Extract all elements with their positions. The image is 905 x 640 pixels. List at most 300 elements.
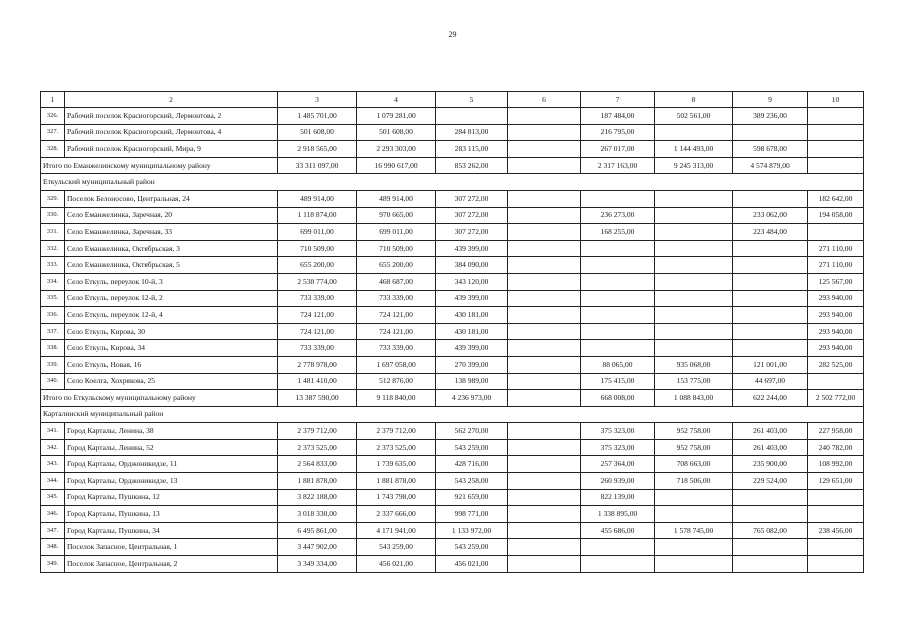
- amount-cell: [808, 506, 864, 523]
- table-row: [41, 190, 864, 207]
- amount-cell: [655, 323, 733, 340]
- row-number: 328.: [41, 141, 65, 158]
- amount-cell: 853 262,00: [436, 157, 508, 174]
- amount-cell: 2 918 565,00: [278, 141, 357, 158]
- amount-cell: [655, 539, 733, 556]
- amount-cell: 44 697,00: [733, 373, 808, 390]
- amount-cell: 1 338 895,00: [581, 506, 655, 523]
- row-number: 327.: [41, 124, 65, 141]
- amount-cell: 724 121,00: [357, 307, 436, 324]
- amount-cell: 236 273,00: [581, 207, 655, 224]
- amount-cell: 1 881 878,00: [357, 473, 436, 490]
- amount-cell: 3 349 334,00: [278, 556, 357, 573]
- address-cell: Село Еманжелинка, Заречная, 33: [65, 224, 278, 241]
- amount-cell: 543 259,00: [436, 439, 508, 456]
- amount-cell: [508, 224, 581, 241]
- amount-cell: [508, 323, 581, 340]
- header-cell: 8: [655, 92, 733, 108]
- amount-cell: 307 272,00: [436, 224, 508, 241]
- table-row: [41, 423, 864, 440]
- address-cell: Город Карталы, Ленина, 38: [65, 423, 278, 440]
- amount-cell: [508, 373, 581, 390]
- amount-cell: [733, 539, 808, 556]
- row-number: 347.: [41, 522, 65, 539]
- amount-cell: 2 564 833,00: [278, 456, 357, 473]
- amount-cell: 1 088 843,00: [655, 390, 733, 407]
- amount-cell: 293 940,00: [808, 307, 864, 324]
- amount-cell: [655, 273, 733, 290]
- amount-cell: [581, 257, 655, 274]
- amount-cell: [508, 473, 581, 490]
- amount-cell: [655, 290, 733, 307]
- header-cell: 10: [808, 92, 864, 108]
- amount-cell: [655, 506, 733, 523]
- row-number: 342.: [41, 439, 65, 456]
- amount-cell: 710 509,00: [278, 240, 357, 257]
- amount-cell: 655 200,00: [357, 257, 436, 274]
- header-cell: 6: [508, 92, 581, 108]
- amount-cell: [508, 273, 581, 290]
- amount-cell: 2 293 303,00: [357, 141, 436, 158]
- amount-cell: 293 940,00: [808, 323, 864, 340]
- amount-cell: [508, 124, 581, 141]
- amount-cell: [808, 124, 864, 141]
- amount-cell: [655, 124, 733, 141]
- amount-cell: 439 399,00: [436, 240, 508, 257]
- amount-cell: 4 171 941,00: [357, 522, 436, 539]
- address-cell: Село Еманжелинка, Октябрьская, 5: [65, 257, 278, 274]
- address-cell: Рабочий поселок Красногорский, Лермонтова, 2: [65, 108, 278, 125]
- amount-cell: [508, 257, 581, 274]
- amount-cell: [808, 108, 864, 125]
- amount-cell: 3 447 902,00: [278, 539, 357, 556]
- amount-cell: [508, 522, 581, 539]
- address-cell: Село Коелга, Хохрякова, 25: [65, 373, 278, 390]
- amount-cell: [508, 207, 581, 224]
- amount-cell: [655, 190, 733, 207]
- row-number: 326.: [41, 108, 65, 125]
- amount-cell: [508, 423, 581, 440]
- amount-cell: 125 567,00: [808, 273, 864, 290]
- amount-cell: [733, 290, 808, 307]
- amount-cell: 501 608,00: [278, 124, 357, 141]
- amount-cell: 1 481 410,00: [278, 373, 357, 390]
- row-number: 333.: [41, 257, 65, 274]
- table-row: [41, 556, 864, 573]
- amount-cell: 710 509,00: [357, 240, 436, 257]
- address-cell: Село Еманжелинка, Заречная, 20: [65, 207, 278, 224]
- amount-cell: 182 642,00: [808, 190, 864, 207]
- row-number: 332.: [41, 240, 65, 257]
- amount-cell: 733 339,00: [278, 290, 357, 307]
- amount-cell: 3 018 330,00: [278, 506, 357, 523]
- amount-cell: [655, 240, 733, 257]
- row-number: 348.: [41, 539, 65, 556]
- total-label: Итого по Еманжелинскому муниципальному району: [41, 157, 278, 174]
- amount-cell: [508, 390, 581, 407]
- amount-cell: 238 456,00: [808, 522, 864, 539]
- amount-cell: 229 524,00: [733, 473, 808, 490]
- row-number: 339.: [41, 356, 65, 373]
- amount-cell: 562 270,00: [436, 423, 508, 440]
- amount-cell: 233 062,00: [733, 207, 808, 224]
- total-row: [41, 390, 864, 407]
- amount-cell: 284 813,00: [436, 124, 508, 141]
- amount-cell: 108 992,00: [808, 456, 864, 473]
- amount-cell: [581, 323, 655, 340]
- row-number: 334.: [41, 273, 65, 290]
- amount-cell: [808, 556, 864, 573]
- amount-cell: 970 665,00: [357, 207, 436, 224]
- table-row: [41, 141, 864, 158]
- address-cell: Село Еткуль, переулок 12-й, 2: [65, 290, 278, 307]
- table-row: [41, 356, 864, 373]
- amount-cell: [655, 257, 733, 274]
- amount-cell: [733, 556, 808, 573]
- amount-cell: 543 259,00: [436, 539, 508, 556]
- amount-cell: 998 771,00: [436, 506, 508, 523]
- amount-cell: [508, 157, 581, 174]
- table-row: [41, 124, 864, 141]
- address-cell: Рабочий поселок Красногорский, Мира, 9: [65, 141, 278, 158]
- amount-cell: 2 538 774,00: [278, 273, 357, 290]
- amount-cell: 2 502 772,00: [808, 390, 864, 407]
- amount-cell: 2 379 712,00: [357, 423, 436, 440]
- amount-cell: [581, 340, 655, 357]
- total-row: [41, 157, 864, 174]
- amount-cell: 307 272,00: [436, 190, 508, 207]
- amount-cell: 501 608,00: [357, 124, 436, 141]
- amount-cell: 733 339,00: [278, 340, 357, 357]
- address-cell: Поселок Запасное, Центральная, 2: [65, 556, 278, 573]
- amount-cell: [581, 556, 655, 573]
- row-number: 344.: [41, 473, 65, 490]
- amount-cell: 543 258,00: [436, 473, 508, 490]
- amount-cell: [581, 190, 655, 207]
- table-row: [41, 290, 864, 307]
- amount-cell: 384 090,00: [436, 257, 508, 274]
- table-row: [41, 207, 864, 224]
- amount-cell: [808, 373, 864, 390]
- amount-cell: 267 017,00: [581, 141, 655, 158]
- amount-cell: [655, 207, 733, 224]
- amount-cell: [581, 307, 655, 324]
- row-number: 343.: [41, 456, 65, 473]
- table-row: [41, 273, 864, 290]
- header-cell: 7: [581, 92, 655, 108]
- amount-cell: 543 259,00: [357, 539, 436, 556]
- amount-cell: 1 578 745,00: [655, 522, 733, 539]
- amount-cell: 257 364,00: [581, 456, 655, 473]
- amount-cell: 952 758,00: [655, 423, 733, 440]
- table-row: [41, 522, 864, 539]
- amount-cell: 261 403,00: [733, 439, 808, 456]
- amount-cell: 375 323,00: [581, 423, 655, 440]
- amount-cell: [508, 290, 581, 307]
- amount-cell: [508, 340, 581, 357]
- amount-cell: 282 525,00: [808, 356, 864, 373]
- amount-cell: 223 484,00: [733, 224, 808, 241]
- amount-cell: 261 403,00: [733, 423, 808, 440]
- amount-cell: 598 678,00: [733, 141, 808, 158]
- row-number: 338.: [41, 340, 65, 357]
- amount-cell: 2 337 666,00: [357, 506, 436, 523]
- address-cell: Село Еткуль, переулок 12-й, 4: [65, 307, 278, 324]
- amount-cell: 655 200,00: [278, 257, 357, 274]
- amount-cell: [508, 456, 581, 473]
- amount-cell: 921 659,00: [436, 489, 508, 506]
- section-title: Еткульский муниципальный район: [41, 174, 864, 191]
- amount-cell: 489 914,00: [357, 190, 436, 207]
- amount-cell: 271 110,00: [808, 240, 864, 257]
- header-cell: 9: [733, 92, 808, 108]
- amount-cell: [508, 439, 581, 456]
- table-row: [41, 373, 864, 390]
- amount-cell: [436, 108, 508, 125]
- amount-cell: 175 415,00: [581, 373, 655, 390]
- amount-cell: [733, 190, 808, 207]
- amount-cell: 733 339,00: [357, 340, 436, 357]
- amount-cell: 489 914,00: [278, 190, 357, 207]
- amount-cell: 668 008,00: [581, 390, 655, 407]
- amount-cell: 283 115,00: [436, 141, 508, 158]
- amount-cell: 2 778 978,00: [278, 356, 357, 373]
- amount-cell: 375 323,00: [581, 439, 655, 456]
- amount-cell: 1 118 874,00: [278, 207, 357, 224]
- amount-cell: [733, 489, 808, 506]
- row-number: 345.: [41, 489, 65, 506]
- amount-cell: [655, 224, 733, 241]
- table-row: [41, 108, 864, 125]
- amount-cell: 1 133 972,00: [436, 522, 508, 539]
- amount-cell: 1 144 493,00: [655, 141, 733, 158]
- amount-cell: [733, 340, 808, 357]
- amount-cell: [808, 489, 864, 506]
- amount-cell: 622 244,00: [733, 390, 808, 407]
- amount-cell: 2 379 712,00: [278, 423, 357, 440]
- amount-cell: [808, 141, 864, 158]
- amount-cell: 293 940,00: [808, 290, 864, 307]
- amount-cell: 187 484,00: [581, 108, 655, 125]
- amount-cell: 699 011,00: [357, 224, 436, 241]
- page-number: 29: [448, 30, 457, 39]
- table-row: [41, 439, 864, 456]
- amount-cell: 389 236,00: [733, 108, 808, 125]
- row-number: 349.: [41, 556, 65, 573]
- address-cell: Село Еткуль, Кирова, 34: [65, 340, 278, 357]
- header-cell: 3: [278, 92, 357, 108]
- address-cell: Село Еткуль, Кирова, 30: [65, 323, 278, 340]
- amount-cell: 88 065,00: [581, 356, 655, 373]
- amount-cell: [508, 489, 581, 506]
- amount-cell: [581, 539, 655, 556]
- amount-cell: 9 245 313,00: [655, 157, 733, 174]
- amount-cell: 2 373 525,00: [357, 439, 436, 456]
- amount-cell: 512 876,00: [357, 373, 436, 390]
- amount-cell: 216 795,00: [581, 124, 655, 141]
- amount-cell: 307 272,00: [436, 207, 508, 224]
- amount-cell: 456 021,00: [357, 556, 436, 573]
- header-cell: 4: [357, 92, 436, 108]
- table-row: [41, 340, 864, 357]
- amount-cell: [655, 489, 733, 506]
- table-body: [41, 92, 864, 573]
- header-cell: 2: [65, 92, 278, 108]
- row-number: 340.: [41, 373, 65, 390]
- amount-cell: 935 068,00: [655, 356, 733, 373]
- amount-cell: [655, 556, 733, 573]
- header-cell: 1: [41, 92, 65, 108]
- amount-cell: 129 651,00: [808, 473, 864, 490]
- amount-cell: [508, 539, 581, 556]
- address-cell: Город Карталы, Ленина, 52: [65, 439, 278, 456]
- address-cell: Село Еткуль, Новая, 16: [65, 356, 278, 373]
- amount-cell: 822 139,00: [581, 489, 655, 506]
- amount-cell: [581, 273, 655, 290]
- amount-cell: [508, 141, 581, 158]
- row-number: 341.: [41, 423, 65, 440]
- row-number: 337.: [41, 323, 65, 340]
- table-row: [41, 489, 864, 506]
- table-row: [41, 224, 864, 241]
- amount-cell: [733, 124, 808, 141]
- amount-cell: 1 743 798,00: [357, 489, 436, 506]
- header-cell: 5: [436, 92, 508, 108]
- table-row: [41, 240, 864, 257]
- section-row: [41, 406, 864, 423]
- amount-cell: 724 121,00: [357, 323, 436, 340]
- amount-cell: 235 900,00: [733, 456, 808, 473]
- section-row: [41, 174, 864, 191]
- amount-cell: 1 079 281,00: [357, 108, 436, 125]
- row-number: 330.: [41, 207, 65, 224]
- row-number: 335.: [41, 290, 65, 307]
- amount-cell: [508, 190, 581, 207]
- table-row: [41, 323, 864, 340]
- row-number: 346.: [41, 506, 65, 523]
- address-cell: Село Еманжелинка, Октябрьская, 3: [65, 240, 278, 257]
- amount-cell: 439 399,00: [436, 340, 508, 357]
- amount-cell: [808, 539, 864, 556]
- amount-cell: 168 255,00: [581, 224, 655, 241]
- address-cell: Поселок Белоносово, Центральная, 24: [65, 190, 278, 207]
- row-number: 336.: [41, 307, 65, 324]
- amount-cell: [655, 340, 733, 357]
- amount-cell: 227 958,00: [808, 423, 864, 440]
- address-cell: Город Карталы, Пушкина, 34: [65, 522, 278, 539]
- amount-cell: [508, 556, 581, 573]
- amount-cell: 952 758,00: [655, 439, 733, 456]
- amount-cell: 430 181,00: [436, 307, 508, 324]
- amount-cell: 153 775,00: [655, 373, 733, 390]
- amount-cell: [733, 307, 808, 324]
- address-cell: Город Карталы, Пушкина, 13: [65, 506, 278, 523]
- amount-cell: 1 881 878,00: [278, 473, 357, 490]
- address-cell: Город Карталы, Пушкина, 12: [65, 489, 278, 506]
- amount-cell: [581, 240, 655, 257]
- amount-cell: 9 118 840,00: [357, 390, 436, 407]
- amount-cell: 1 739 635,00: [357, 456, 436, 473]
- amount-cell: [508, 506, 581, 523]
- amount-cell: 708 663,00: [655, 456, 733, 473]
- amount-cell: 2 373 525,00: [278, 439, 357, 456]
- amount-cell: 33 311 097,00: [278, 157, 357, 174]
- table-row: [41, 456, 864, 473]
- address-cell: Город Карталы, Орджоникидзе, 11: [65, 456, 278, 473]
- amount-cell: 718 506,00: [655, 473, 733, 490]
- address-cell: Рабочий поселок Красногорский, Лермонтова, 4: [65, 124, 278, 141]
- amount-cell: [808, 157, 864, 174]
- amount-cell: 260 939,00: [581, 473, 655, 490]
- address-cell: Город Карталы, Орджоникидзе, 13: [65, 473, 278, 490]
- amount-cell: [733, 323, 808, 340]
- amount-cell: 271 110,00: [808, 257, 864, 274]
- total-label: Итого по Еткульскому муниципальному району: [41, 390, 278, 407]
- amount-cell: 4 236 973,00: [436, 390, 508, 407]
- amount-cell: 502 561,00: [655, 108, 733, 125]
- amount-cell: [508, 307, 581, 324]
- amount-cell: 428 716,00: [436, 456, 508, 473]
- address-cell: Поселок Запасное, Центральная, 1: [65, 539, 278, 556]
- amount-cell: 13 387 590,00: [278, 390, 357, 407]
- amount-cell: 293 940,00: [808, 340, 864, 357]
- amount-cell: 1 697 058,00: [357, 356, 436, 373]
- amount-cell: 4 574 879,00: [733, 157, 808, 174]
- amount-cell: 439 399,00: [436, 290, 508, 307]
- row-number: 329.: [41, 190, 65, 207]
- amount-cell: [733, 240, 808, 257]
- section-title: Карталинский муниципальный район: [41, 406, 864, 423]
- row-number: 331.: [41, 224, 65, 241]
- amount-cell: 765 082,00: [733, 522, 808, 539]
- amount-cell: 456 021,00: [436, 556, 508, 573]
- amount-cell: [508, 356, 581, 373]
- amount-cell: 270 399,00: [436, 356, 508, 373]
- amount-cell: [733, 273, 808, 290]
- amount-cell: [655, 307, 733, 324]
- table-row: [41, 539, 864, 556]
- amount-cell: 121 001,00: [733, 356, 808, 373]
- amount-cell: 468 687,00: [357, 273, 436, 290]
- amount-cell: 3 822 188,00: [278, 489, 357, 506]
- amount-cell: 724 121,00: [278, 307, 357, 324]
- data-table: [40, 91, 864, 573]
- table-row: [41, 257, 864, 274]
- amount-cell: 16 990 617,00: [357, 157, 436, 174]
- amount-cell: 430 181,00: [436, 323, 508, 340]
- amount-cell: [808, 224, 864, 241]
- amount-cell: 1 485 701,00: [278, 108, 357, 125]
- amount-cell: [733, 506, 808, 523]
- amount-cell: 343 120,00: [436, 273, 508, 290]
- table-row: [41, 473, 864, 490]
- header-row: [41, 92, 864, 108]
- amount-cell: 138 989,00: [436, 373, 508, 390]
- amount-cell: [508, 240, 581, 257]
- amount-cell: [508, 108, 581, 125]
- amount-cell: 699 011,00: [278, 224, 357, 241]
- amount-cell: 733 339,00: [357, 290, 436, 307]
- amount-cell: 194 058,00: [808, 207, 864, 224]
- amount-cell: 455 686,00: [581, 522, 655, 539]
- amount-cell: 2 317 163,00: [581, 157, 655, 174]
- amount-cell: 240 782,00: [808, 439, 864, 456]
- amount-cell: [733, 257, 808, 274]
- table-row: [41, 307, 864, 324]
- address-cell: Село Еткуль, переулок 10-й, 3: [65, 273, 278, 290]
- amount-cell: [581, 290, 655, 307]
- amount-cell: 6 495 861,00: [278, 522, 357, 539]
